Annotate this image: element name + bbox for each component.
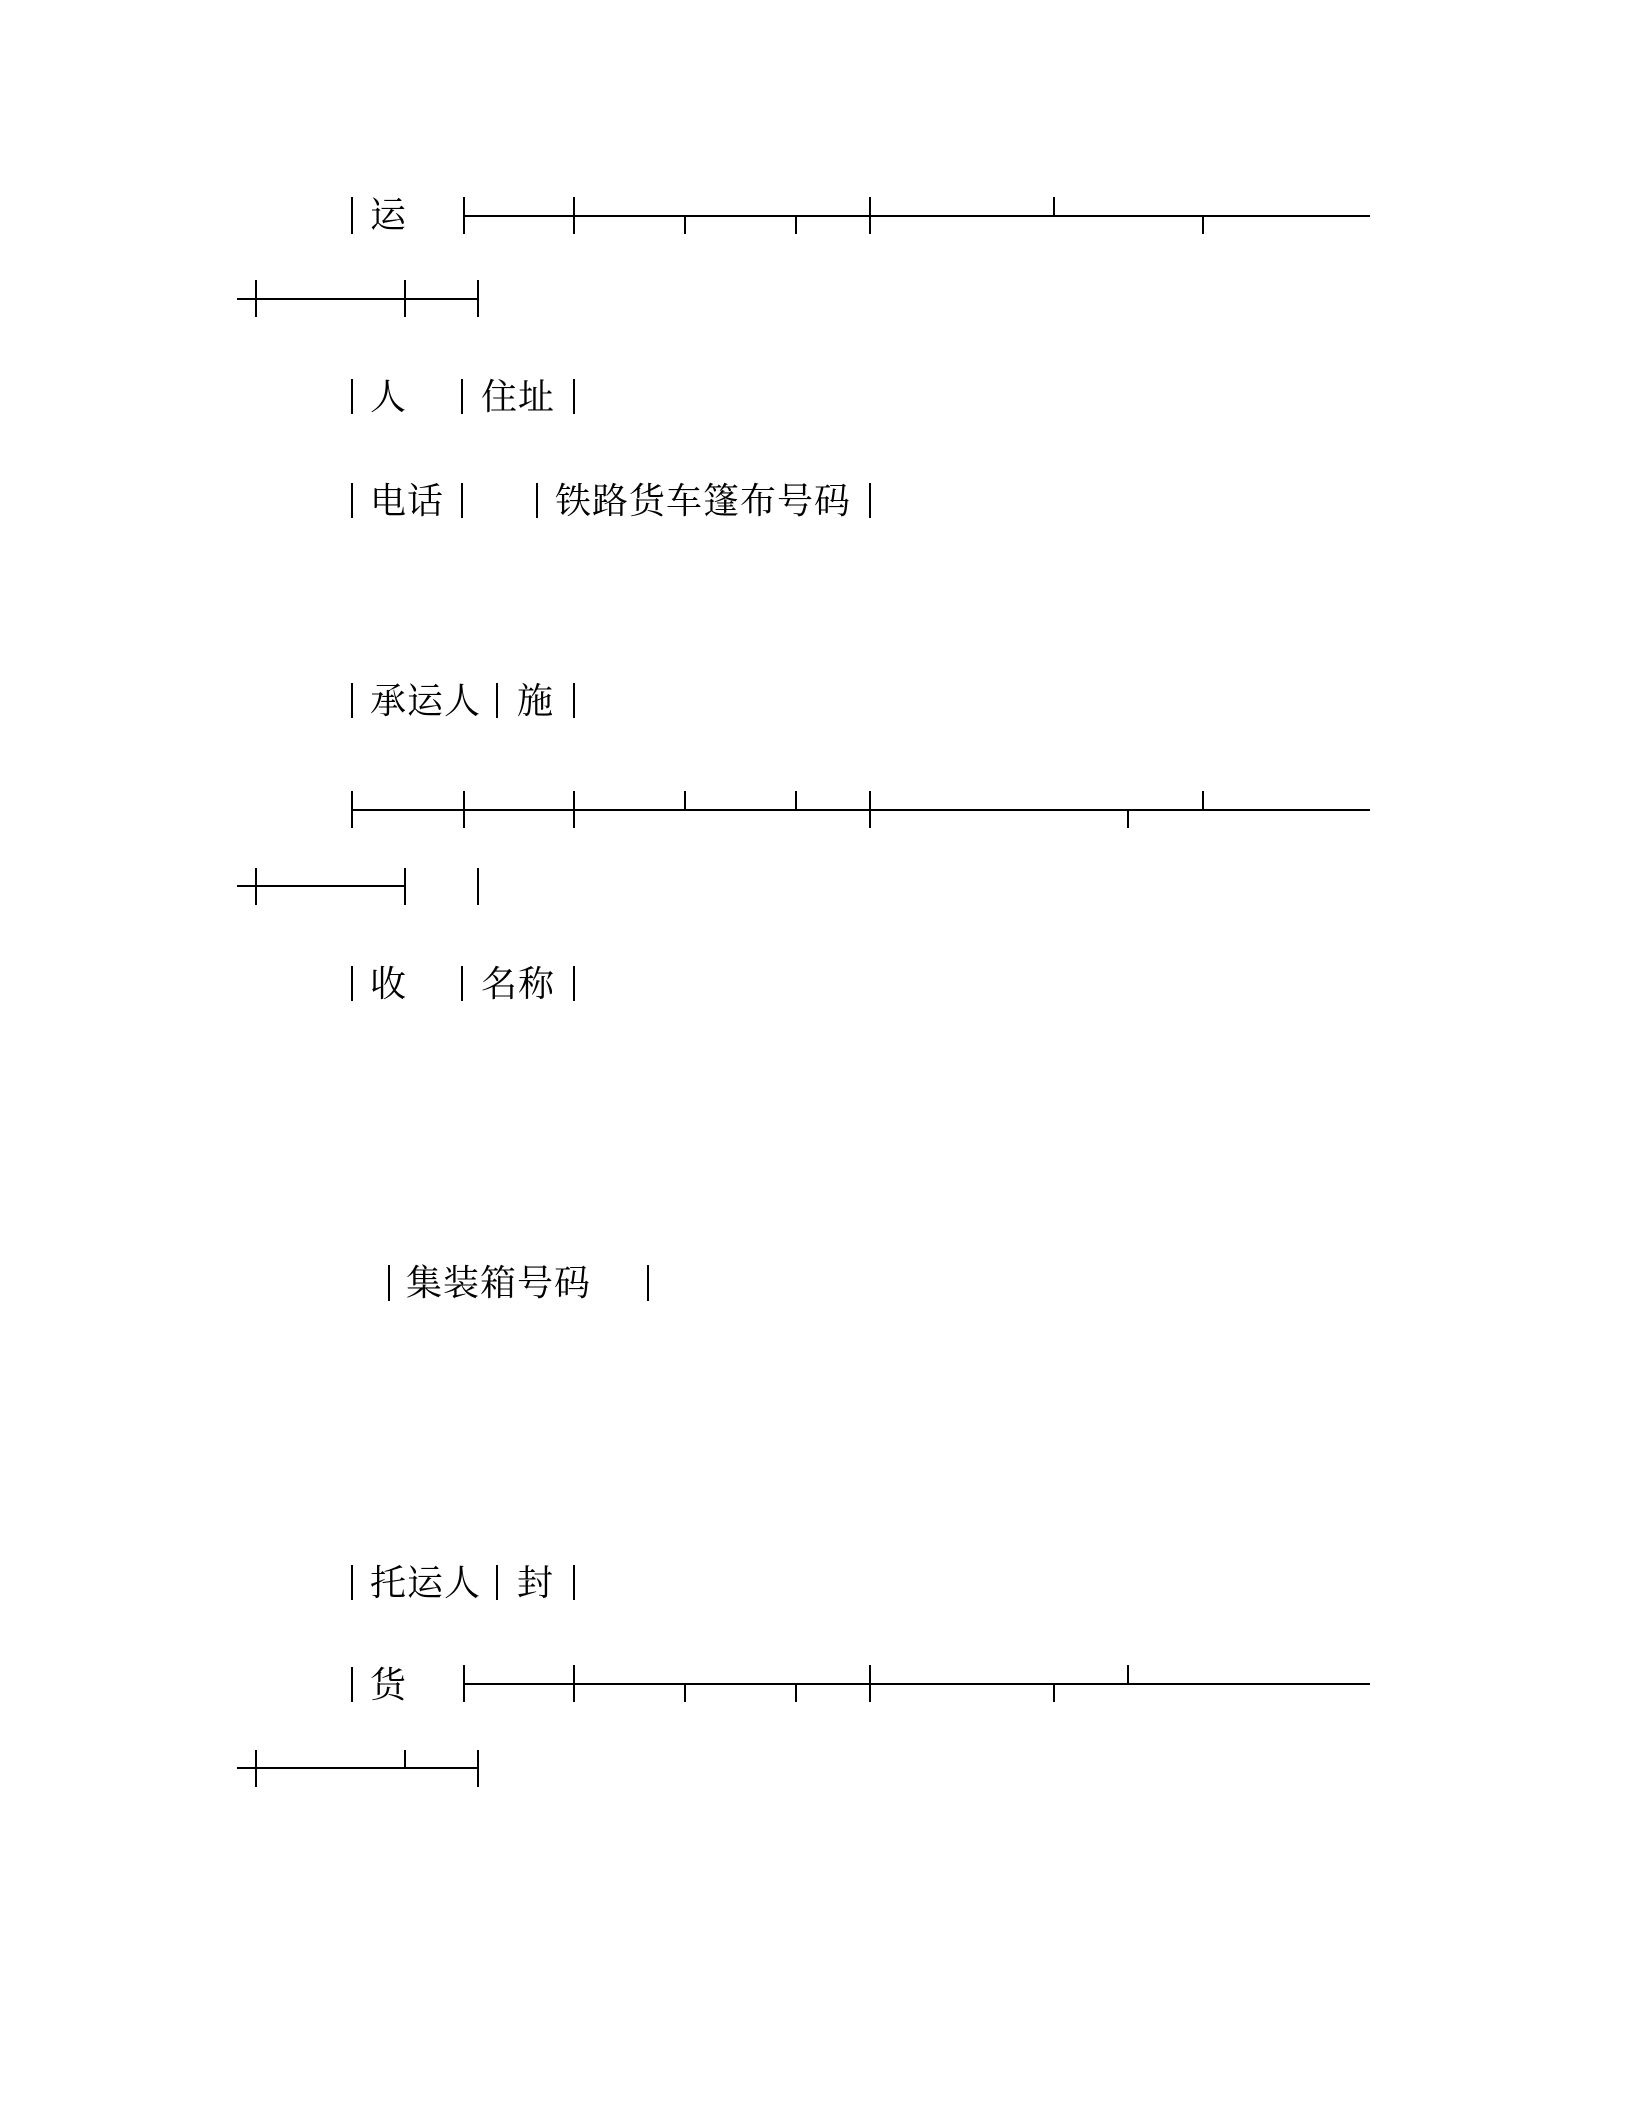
label-seal-applied: 施: [517, 681, 555, 722]
label-address: 住址: [481, 377, 556, 418]
label-container-number: 集装箱号码: [406, 1263, 592, 1304]
label-name: 名称: [481, 964, 556, 1005]
label-seal-by-shipper: 封: [517, 1563, 555, 1604]
label-carrier-seal: 承运人: [370, 681, 482, 722]
label-phone: 电话: [370, 481, 445, 522]
label-person: 人: [370, 377, 408, 418]
grid-row-1: [238, 195, 1369, 517]
label-consignee: 收: [370, 964, 408, 1005]
label-wagon-tarp-number: 铁路货车篷布号码: [555, 481, 852, 522]
label-shipper-seal: 托运人: [370, 1563, 482, 1604]
label-goods: 货: [370, 1665, 408, 1706]
label-carrier-row: 运: [370, 195, 408, 236]
grid-row-2: [238, 681, 1369, 1300]
